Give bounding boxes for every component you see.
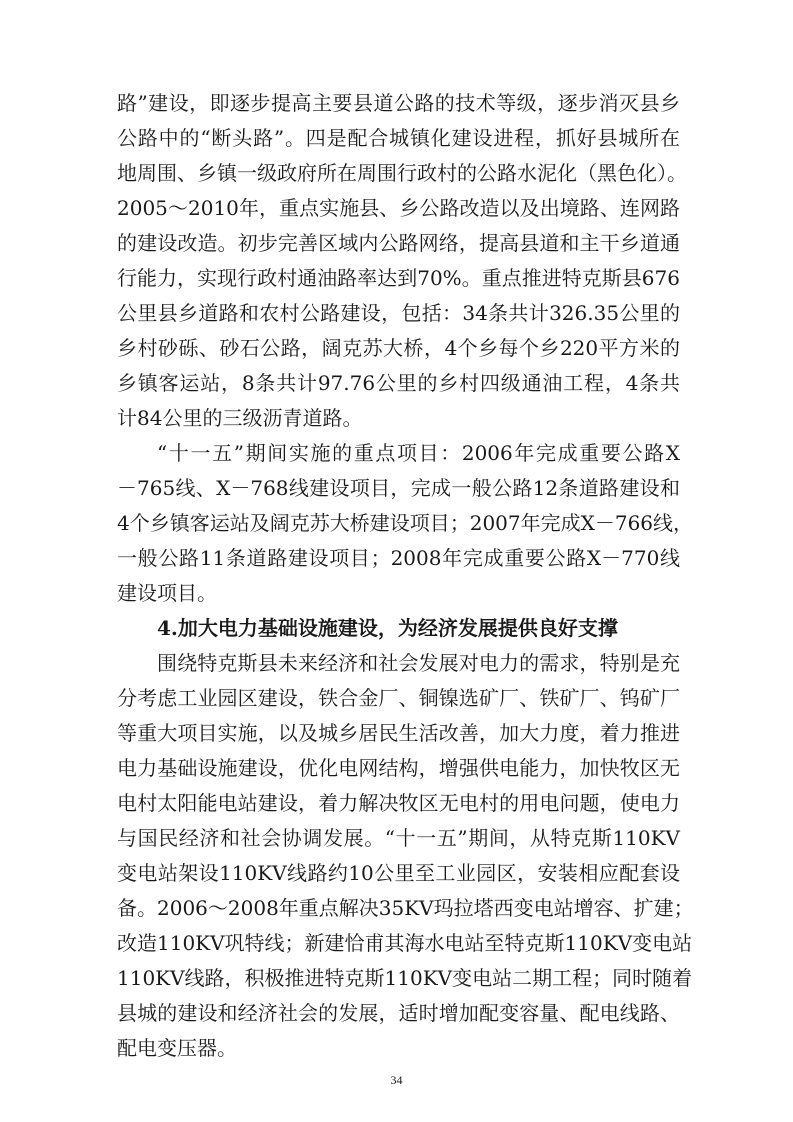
text-line: 乡村砂砾、砂石公路，阔克苏大桥，4个乡每个乡220平方米的: [117, 336, 680, 360]
section-heading: 4.加大电力基础设施建设，为经济发展提供良好支撑: [157, 616, 618, 640]
text-line: －765线、X－768线建设项目，完成一般公路12条道路建设和: [117, 476, 680, 500]
text-line: 公路中的“断头路”。四是配合城镇化建设进程，抓好县城所在: [117, 126, 680, 150]
text-line: 110KV线路，积极推进特克斯110KV变电站二期工程；同时随着: [117, 966, 693, 990]
text-line: 改造110KV巩特线；新建恰甫其海水电站至特克斯110KV变电站: [117, 931, 693, 955]
text-line: 行能力，实现行政村通油路率达到70%。重点推进特克斯县676: [117, 266, 680, 290]
text-line: 与国民经济和社会协调发展。“十一五”期间，从特克斯110KV: [117, 826, 680, 850]
page-number: 34: [390, 1073, 403, 1087]
text-line: “十一五”期间实施的重点项目：2006年完成重要公路X: [157, 441, 680, 465]
text-line: 一般公路11条道路建设项目；2008年完成重要公路X－770线: [117, 546, 680, 570]
text-line: 地周围、乡镇一级政府所在周围行政村的公路水泥化（黑色化）。: [117, 161, 687, 185]
text-line: 等重大项目实施，以及城乡居民生活改善，加大力度，着力推进: [117, 721, 680, 745]
text-line: 建设项目。: [117, 581, 217, 605]
text-line: 围绕特克斯县未来经济和社会发展对电力的需求，特别是充: [157, 651, 680, 675]
text-line: 计84公里的三级沥青道路。: [117, 406, 363, 430]
text-line: 4个乡镇客运站及阔克苏大桥建设项目；2007年完成X－766线，: [117, 511, 694, 535]
text-line: 的建设改造。初步完善区域内公路网络，提高县道和主干乡道通: [117, 231, 680, 255]
text-line: 配电变压器。: [117, 1036, 237, 1060]
text-line: 县城的建设和经济社会的发展，适时增加配变容量、配电线路、: [117, 1001, 680, 1025]
text-line: 路”建设，即逐步提高主要县道公路的技术等级，逐步消灭县乡: [117, 91, 680, 115]
text-line: 备。2006～2008年重点解决35KV玛拉塔西变电站增容、扩建；: [117, 896, 694, 920]
text-line: 分考虑工业园区建设，铁合金厂、铜镍选矿厂、铁矿厂、钨矿厂: [117, 686, 680, 710]
text-line: 电村太阳能电站建设，着力解决牧区无电村的用电问题，使电力: [117, 791, 680, 815]
text-line: 电力基础设施建设，优化电网结构，增强供电能力，加快牧区无: [117, 756, 680, 780]
text-line: 乡镇客运站，8条共计97.76公里的乡村四级通油工程，4条共: [117, 371, 680, 395]
text-line: 2005～2010年，重点实施县、乡公路改造以及出境路、连网路: [117, 196, 680, 220]
text-line: 公里县乡道路和农村公路建设，包括：34条共计326.35公里的: [117, 301, 680, 325]
text-line: 变电站架设110KV线路约10公里至工业园区，安装相应配套设: [117, 861, 680, 885]
